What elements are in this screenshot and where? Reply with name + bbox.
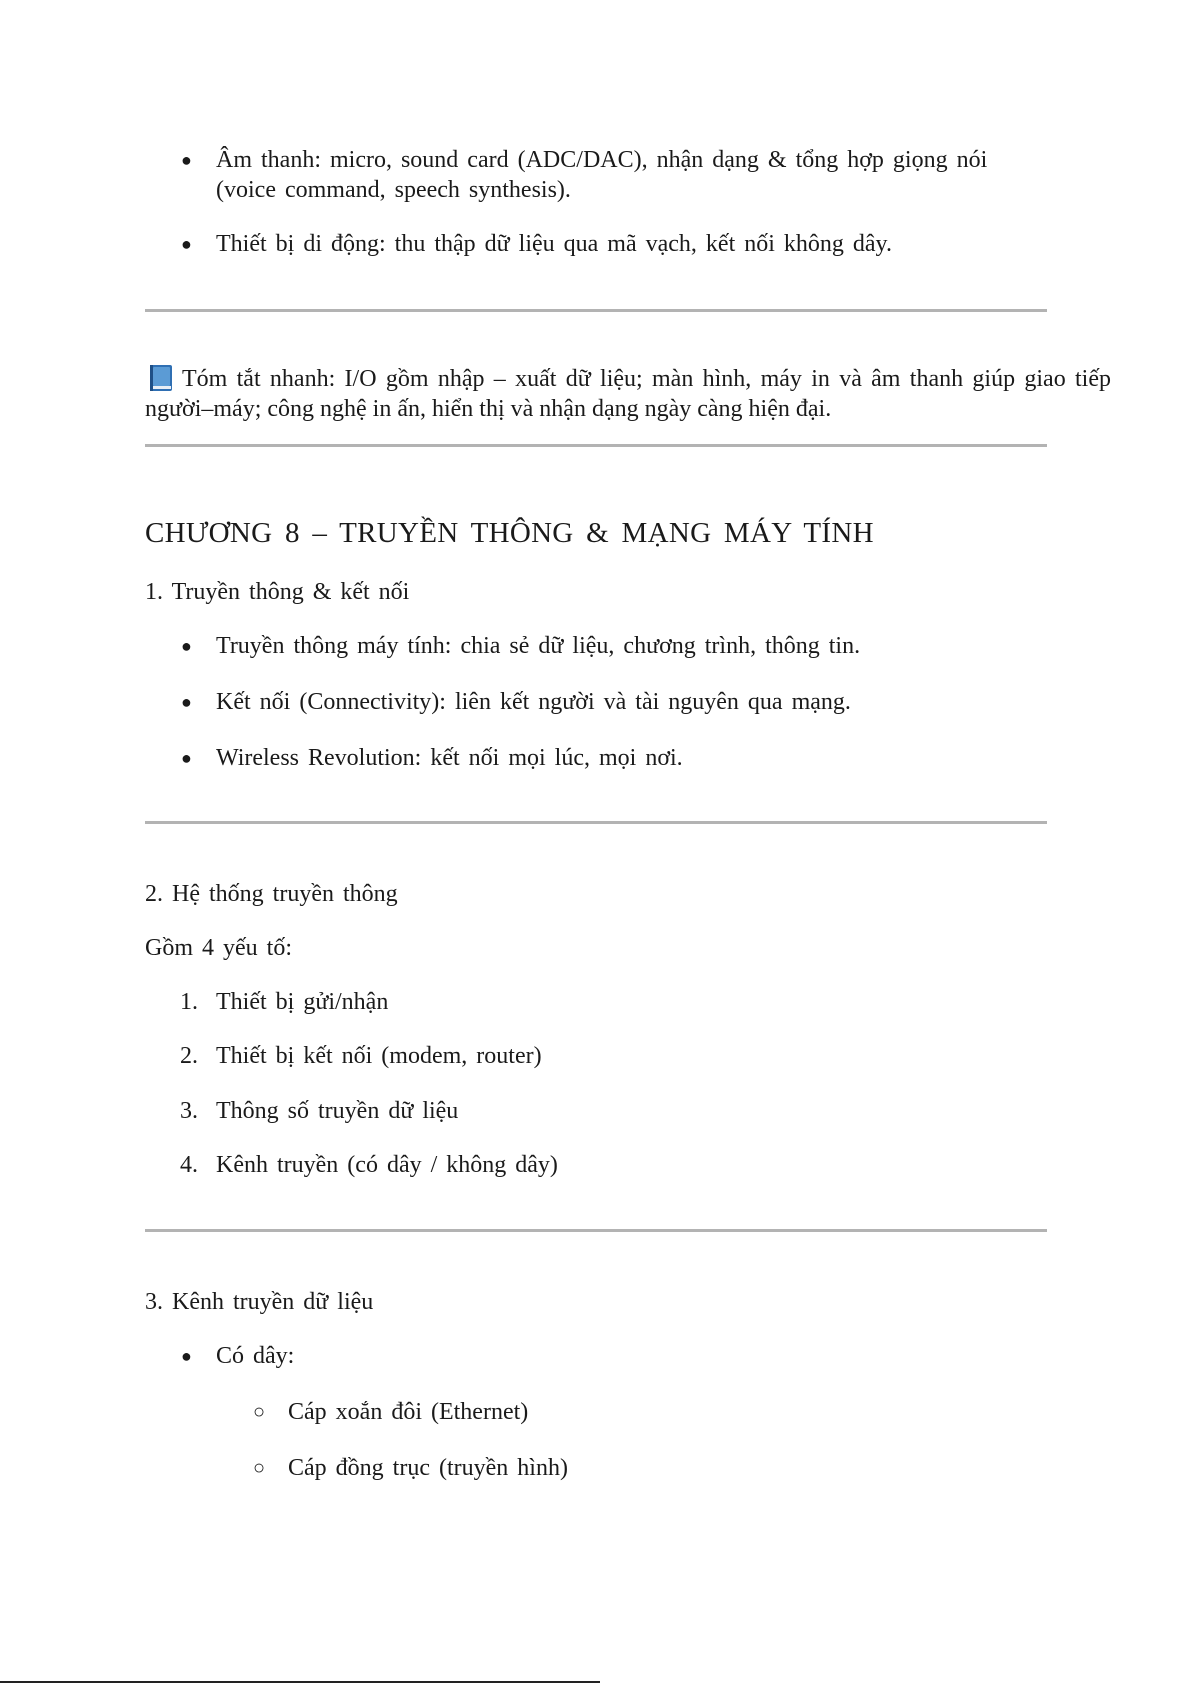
list-item: Kênh truyền (có dây / không dây): [216, 1152, 558, 1178]
section-heading-3: 3. Kênh truyền dữ liệu: [145, 1289, 374, 1315]
summary-text: Tóm tắt nhanh: I/O gồm nhập – xuất dữ liệu; màn hình, máy in và âm thanh giúp giao tiếp người–máy; công nghệ in ấn, hiển thị và nhận dạng ngày càng hiện đại.: [145, 366, 1111, 422]
bullet-dot: ●: [181, 748, 192, 768]
list-item: Kết nối (Connectivity): liên kết người và tài nguyên qua mạng.: [216, 689, 851, 715]
bullet-dot: ●: [181, 692, 192, 712]
list-item: Truyền thông máy tính: chia sẻ dữ liệu, chương trình, thông tin.: [216, 633, 861, 659]
section-intro: Gồm 4 yếu tố:: [145, 935, 292, 961]
bullet-text-mobile: Thiết bị di động: thu thập dữ liệu qua mã vạch, kết nối không dây.: [216, 231, 892, 257]
list-number: 1.: [180, 989, 198, 1015]
sub-bullet-circle: ○: [253, 1401, 266, 1423]
list-item: Thiết bị gửi/nhận: [216, 989, 389, 1015]
list-number: 3.: [180, 1098, 198, 1124]
list-number: 2.: [180, 1043, 198, 1069]
list-item: Thông số truyền dữ liệu: [216, 1098, 459, 1124]
horizontal-rule: [145, 444, 1047, 447]
bullet-dot: ●: [181, 234, 192, 254]
horizontal-rule: [145, 821, 1047, 824]
list-item: Thiết bị kết nối (modem, router): [216, 1043, 542, 1069]
section-heading-2: 2. Hệ thống truyền thông: [145, 881, 398, 907]
list-item: Wireless Revolution: kết nối mọi lúc, mọi nơi.: [216, 745, 683, 771]
list-item-wired: Có dây:: [216, 1343, 295, 1369]
chapter-title: CHƯƠNG 8 – TRUYỀN THÔNG & MẠNG MÁY TÍNH: [145, 517, 874, 549]
sub-list-item: Cáp đồng trục (truyền hình): [288, 1455, 568, 1481]
sub-list-item: Cáp xoắn đôi (Ethernet): [288, 1399, 529, 1425]
section-heading-1: 1. Truyền thông & kết nối: [145, 579, 410, 605]
horizontal-rule: [145, 309, 1047, 312]
bullet-text-audio-line2: (voice command, speech synthesis).: [216, 177, 571, 203]
bullet-text-audio-line1: Âm thanh: micro, sound card (ADC/DAC), nhận dạng & tổng hợp giọng nói: [216, 147, 988, 173]
bullet-dot: ●: [181, 1346, 192, 1366]
horizontal-rule: [145, 1229, 1047, 1232]
list-number: 4.: [180, 1152, 198, 1178]
bullet-dot: ●: [181, 150, 192, 170]
bullet-dot: ●: [181, 636, 192, 656]
page-bottom-edge: [0, 1681, 600, 1683]
sub-bullet-circle: ○: [253, 1457, 266, 1479]
